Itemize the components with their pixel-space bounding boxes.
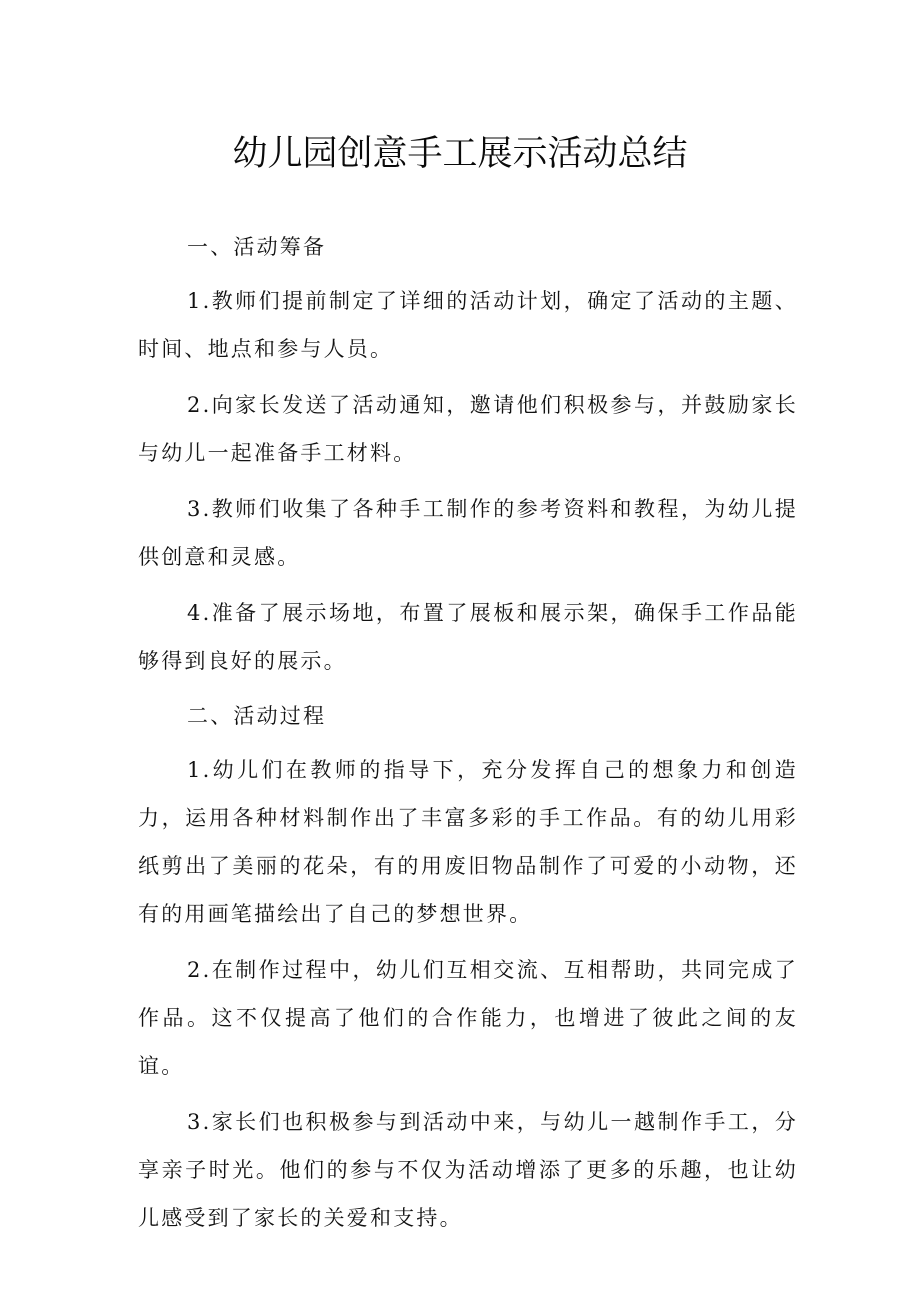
list-item [138,277,798,373]
item-text: .教师们收集了各种手工制作的参考资料和教程，为幼儿提供创意和灵感。 [138,497,798,569]
item-text: .向家长发送了活动通知，邀请他们积极参与，并鼓励家长与幼儿一起准备手工材料。 [138,393,798,465]
document-title: 幼儿园创意手工展示活动总结 [232,134,688,174]
list-item [138,381,798,477]
list-item [138,946,798,1090]
item-text: .准备了展示场地，布置了展板和展示架，确保手工作品能够得到良好的展示。 [138,601,798,673]
item-number: 4 [187,601,203,625]
list-item [138,589,798,685]
item-text: .幼儿们在教师的指导下，充分发挥自己的想象力和创造力，运用各种材料制作出了丰富多彩的手工作品。有的幼儿用彩纸剪出了美丽的花朵，有的用废旧物品制作了可爱的小动物，还有的用画笔描绘出了自己的梦想世界。 [138,758,798,926]
item-number: 3 [187,497,203,521]
list-item [138,746,798,938]
item-number: 1 [187,758,203,782]
item-text: .在制作过程中，幼儿们互相交流、互相帮助，共同完成了作品。这不仅提高了他们的合作能力，也增进了彼此之间的友谊。 [138,958,798,1078]
section-preparation [138,224,798,685]
section-process [138,693,798,1242]
list-item [138,485,798,581]
document-body [138,224,798,1242]
item-text: .家长们也积极参与到活动中来，与幼儿一越制作手工，分享亲子时光。他们的参与不仅为活动增添了更多的乐趣，也让幼儿感受到了家长的关爱和支持。 [138,1110,798,1230]
item-number: 2 [187,393,203,417]
section-heading: 二、活动过程 [187,704,327,728]
item-text: .教师们提前制定了详细的活动计划，确定了活动的主题、时间、地点和参与人员。 [138,289,798,361]
item-number: 2 [187,958,203,982]
list-item [138,1098,798,1242]
item-number: 3 [187,1110,203,1134]
section-heading: 一、活动筹备 [187,235,327,259]
item-number: 1 [187,289,203,313]
